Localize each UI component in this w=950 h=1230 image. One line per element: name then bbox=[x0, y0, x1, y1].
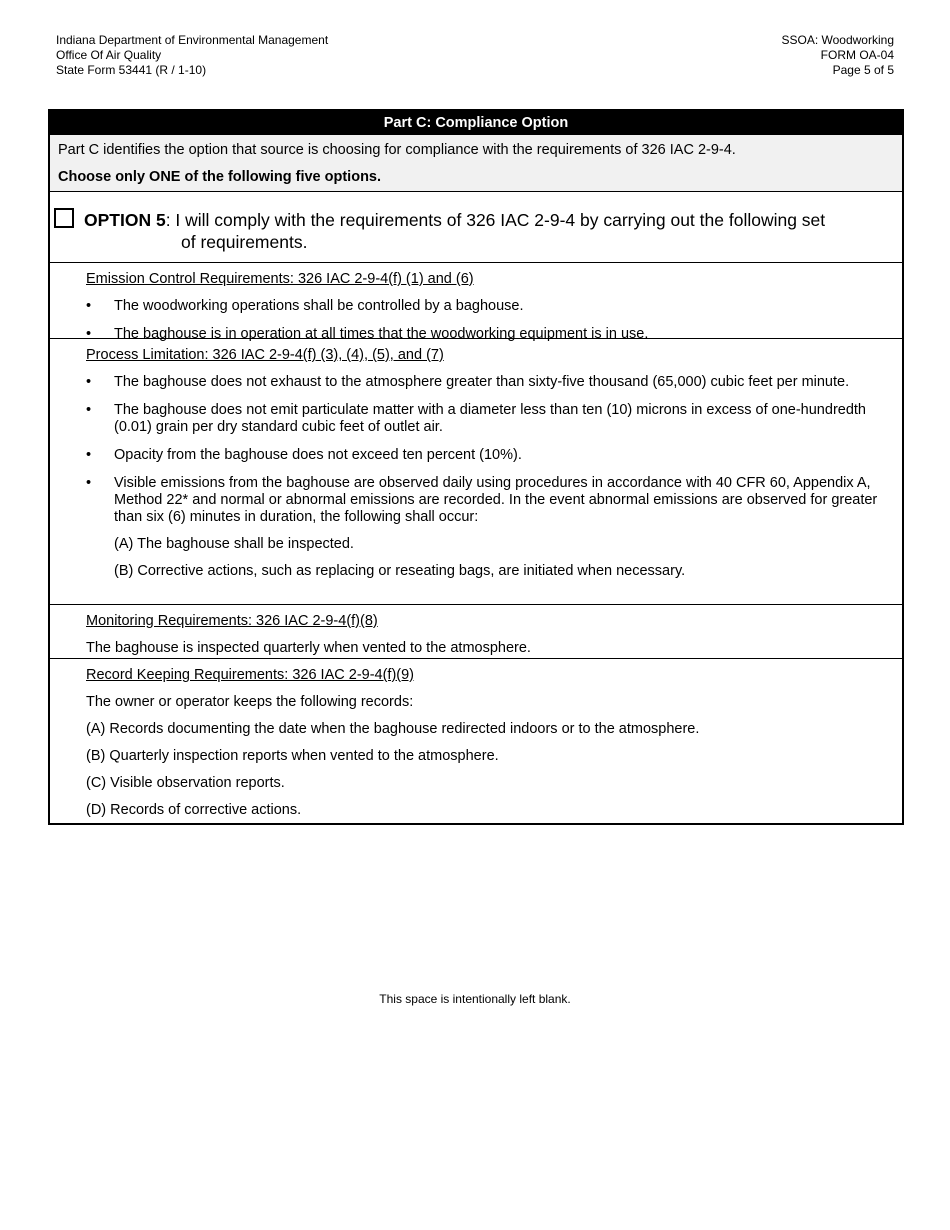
list-item: (C) Visible observation reports. bbox=[86, 775, 285, 791]
list-item-text: • Visible emissions from the baghouse are observed daily using procedures in accordance with 40 CFR 60, Appendix A, Method 22* and normal or abnormal emissions are recorded. In the event abnormal emissions are observed for greater than six (6) minutes in duration, the following shall occur: bbox=[114, 475, 878, 525]
list-item: • The baghouse does not emit particulate matter with a diameter less than ten (10) microns in excess of one-hundredth (0.01) grain per dry standard cubic feet of outlet air. bbox=[86, 402, 890, 436]
header-right bbox=[782, 33, 895, 78]
record-keeping-section bbox=[50, 659, 902, 823]
records-intro: The owner or operator keeps the following records: bbox=[86, 694, 414, 710]
sub-item: (B) Corrective actions, such as replacing or reseating bags, are initiated when necessary. bbox=[114, 563, 686, 579]
section-heading: Emission Control Requirements: 326 IAC 2-9-4(f) (1) and (6) bbox=[86, 271, 474, 287]
form-number: State Form 53441 (R / 1-10) bbox=[56, 63, 207, 77]
option-5-row bbox=[50, 192, 902, 263]
list-item: (D) Records of corrective actions. bbox=[86, 802, 302, 818]
list-item: • The baghouse is in operation at all times that the woodworking equipment is in use. bbox=[86, 326, 890, 343]
option-label: OPTION 5 bbox=[84, 210, 166, 230]
option-5-checkbox[interactable] bbox=[54, 208, 74, 228]
header-left bbox=[56, 33, 328, 78]
intro-text: Part C identifies the option that source is choosing for compliance with the requirements of 326 IAC 2-9-4. bbox=[58, 142, 736, 158]
intro-section bbox=[50, 135, 902, 192]
page-number: Page 5 of 5 bbox=[832, 63, 894, 77]
form-code: FORM OA-04 bbox=[820, 48, 894, 62]
option-description: : I will comply with the requirements of 326 IAC 2-9-4 by carrying out the following set bbox=[165, 210, 826, 230]
option-description-cont: of requirements. bbox=[181, 232, 308, 252]
list-item: (B) Quarterly inspection reports when vented to the atmosphere. bbox=[86, 748, 499, 764]
blank-space-note: This space is intentionally left blank. bbox=[379, 992, 571, 1006]
monitoring-text: The baghouse is inspected quarterly when vented to the atmosphere. bbox=[86, 640, 531, 656]
compliance-form bbox=[48, 109, 904, 825]
intro-instruction: Choose only ONE of the following five options. bbox=[58, 169, 382, 185]
emission-control-section bbox=[50, 263, 902, 342]
list-item bbox=[86, 475, 890, 580]
office-name: Office Of Air Quality bbox=[56, 48, 162, 62]
section-heading: Process Limitation: 326 IAC 2-9-4(f) (3), (4), (5), and (7) bbox=[86, 347, 444, 363]
section-heading: Monitoring Requirements: 326 IAC 2-9-4(f)(8) bbox=[86, 613, 378, 629]
sub-item: (A) The baghouse shall be inspected. bbox=[114, 536, 354, 552]
form-category: SSOA: Woodworking bbox=[781, 33, 894, 47]
section-heading: Record Keeping Requirements: 326 IAC 2-9-4(f)(9) bbox=[86, 667, 415, 683]
list-item: • The baghouse does not exhaust to the atmosphere greater than sixty-five thousand (65,000) cubic feet per minute. bbox=[86, 374, 890, 391]
option-5-text bbox=[84, 209, 882, 253]
list-item: (A) Records documenting the date when the baghouse redirected indoors or to the atmosphere. bbox=[86, 721, 700, 737]
monitoring-section bbox=[50, 605, 902, 659]
list-item: • The woodworking operations shall be controlled by a baghouse. bbox=[86, 298, 890, 315]
part-title: Part C: Compliance Option bbox=[50, 111, 902, 135]
agency-name: Indiana Department of Environmental Management bbox=[56, 33, 329, 47]
list-item: • Opacity from the baghouse does not exceed ten percent (10%). bbox=[86, 447, 890, 464]
process-limitation-section bbox=[50, 339, 902, 605]
